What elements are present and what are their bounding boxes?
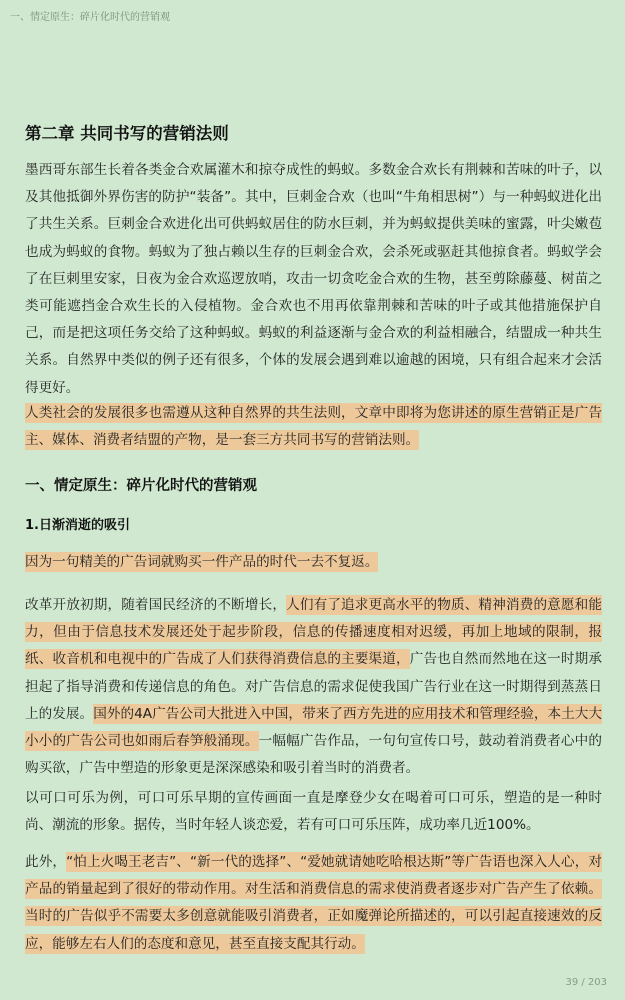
text: 改革开放初期，随着国民经济的不断增长，	[25, 597, 287, 613]
section-title: 一、情定原生：碎片化时代的营销观	[25, 478, 257, 494]
text: 广告也自然而然地在这一时期承担起了指导消费和传递信息的角色。对广告信息的需求促使我国广告行业在这一时期得到蒸蒸日上的发展。	[25, 651, 602, 722]
running-header: 一、情定原生：碎片化时代的营销观	[10, 12, 170, 23]
highlight: 人类社会的发展很多也需遵从这种自然界的共生法则，文章中即将为您讲述的原生营销正是广告主、媒体、消费者结盟的产物，是一套三方共同书写的营销法则。	[25, 405, 602, 449]
page-number: 39 / 203	[565, 977, 607, 988]
paragraph-symbiosis-rule	[25, 400, 602, 454]
paragraph-reform-era	[25, 592, 602, 782]
highlight: 因为一句精美的广告词就购买一件产品的时代一去不复返。	[25, 554, 379, 570]
chapter-title: 第二章 共同书写的营销法则	[25, 124, 229, 143]
subsection-title: 1.日渐消逝的吸引	[25, 518, 130, 533]
paragraph-slogans	[25, 849, 602, 958]
highlight: 国外的4A广告公司大批进入中国，带来了西方先进的应用技术和管理经验，本土大大小小的广告公司也如雨后春笋般涌现。	[25, 705, 603, 750]
highlight: 人们有了追求更高水平的物质、精神消费的意愿和能力，但由于信息技术发展还处于起步阶段，信息的传播速度相对迟缓，再加上地域的限制，报纸、收音机和电视中的广告成了人们获得消费信息的主要渠道，	[25, 597, 603, 668]
highlight: “怕上火喝王老吉”、“新一代的选择”、“爱她就请她吃哈根达斯”等广告语也深入人心，对产品的销量起到了很好的带动作用。对生活和消费信息的需求使消费者逐步对广告产生了依赖。当时的广告似乎不需要太多创意就能吸引消费者，正如魔弹论所描述的，可以引起直接速效的反应，能够左右人们的态度和意见，甚至直接支配其行动。	[25, 854, 602, 952]
paragraph-coca-cola: 以可口可乐为例，可口可乐早期的宣传画面一直是摩登少女在喝着可口可乐，塑造的是一种时尚、潮流的形象。据传，当时年轻人谈恋爱，若有可口可乐压阵，成功率几近100%。	[25, 790, 602, 834]
paragraph-era-gone	[25, 549, 602, 576]
text: 一幅幅广告作品，一句句宣传口号，鼓动着消费者心中的购买欲，广告中塑造的形象更是深深感染和吸引着当时的消费者。	[25, 733, 603, 777]
paragraph-symbiosis-example: 墨西哥东部生长着各类金合欢属灌木和掠夺成性的蚂蚁。多数金合欢长有荆棘和苦味的叶子，以及其他抵御外界伤害的防护“装备”。其中，巨刺金合欢（也叫“牛角相思树”）与一种蚂蚁进化出了共生关系。巨刺金合欢进化出可供蚂蚁居住的防水巨刺，并为蚂蚁提供美味的蜜露，叶尖嫩苞也成为蚂蚁的食物。蚂蚁为了独占赖以生存的巨刺金合欢，会杀死或驱赶其他掠食者。蚂蚁学会了在巨刺里安家，日夜为金合欢巡逻放哨，攻击一切贪吃金合欢的生物，甚至剪除藤蔓、树苗之类可能遮挡金合欢生长的入侵植物。金合欢也不用再依靠荆棘和苦味的叶子或其他措施保护自己，而是把这项任务交给了这种蚂蚁。蚂蚁的利益逐渐与金合欢的利益相融合，结盟成一种共生关系。自然界中类似的例子还有很多，个体的发展会遇到难以逾越的困境，只有组合起来才会活得更好。	[25, 162, 602, 396]
text: 此外，	[25, 854, 67, 870]
